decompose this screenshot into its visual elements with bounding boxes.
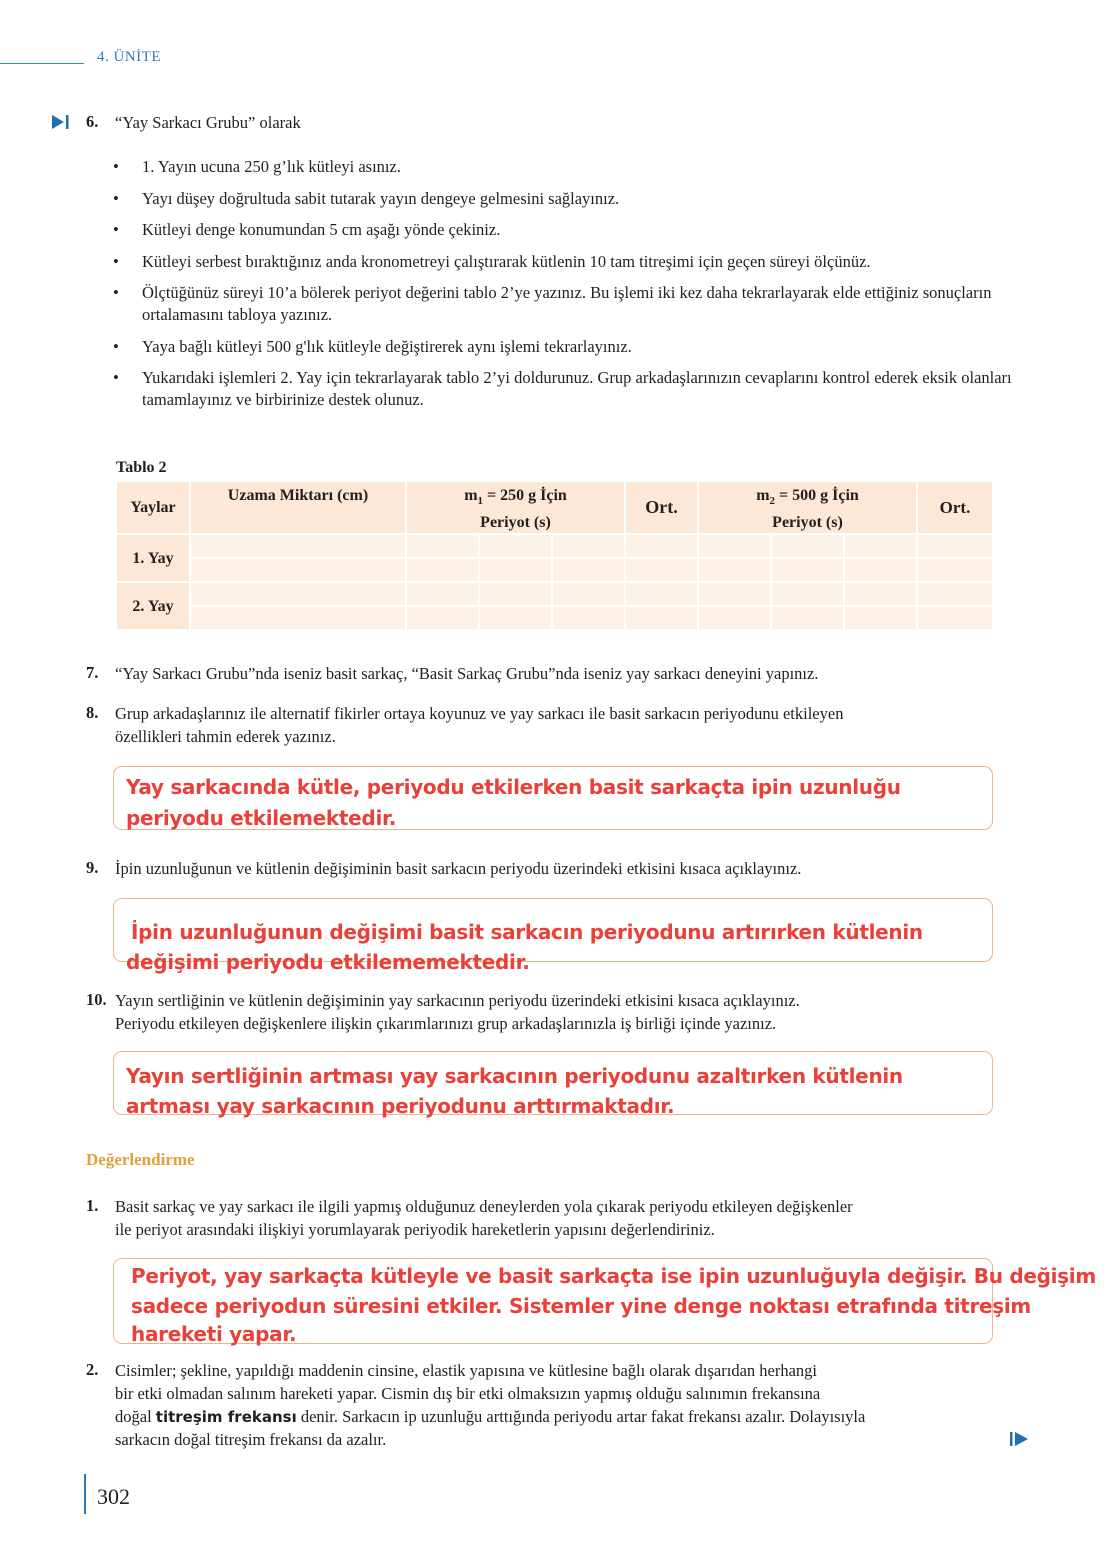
q10-answer-line2: artması yay sarkacının periyodunu arttırmaktadır.	[126, 1094, 675, 1118]
eval2-line4: sarkacın doğal titreşim frekansı da azalır.	[115, 1430, 387, 1449]
q9-answer-line1: İpin uzunluğunun değişimi basit sarkacın periyodunu artırırken kütlenin	[131, 920, 923, 944]
q6-text: “Yay Sarkacı Grubu” olarak	[115, 113, 301, 132]
data-table	[115, 480, 994, 631]
header-period-2: Periyot (s)	[772, 514, 843, 532]
eval1-answer-line2: sadece periyodun süresini etkiler. Sistemler yine denge noktası etrafında titreşim	[131, 1294, 1031, 1318]
list-item: • Yayı düşey doğrultuda sabit tutarak yayın dengeye gelmesini sağlayınız.	[113, 188, 1013, 210]
list-item: • Yukarıdaki işlemleri 2. Yay için tekrarlayarak tablo 2’yi doldurunuz. Grup arkadaşlarınızın cevaplarını kontrol ederek eksik olanları tamamlayınız ve birbirinize destek olunuz.	[113, 367, 1013, 411]
section-title: Değerlendirme	[86, 1150, 195, 1169]
q8-line2: özellikleri tahmin ederek yazınız.	[115, 727, 336, 746]
eval2-line2: bir etki olmadan salınım hareketi yapar. Cismin dış bir etki olmaksızın yapmış olduğu salınımın frekansına	[115, 1384, 821, 1403]
eval1-line2: ile periyot arasındaki ilişkiyi yorumlayarak periyodik hareketlerin yapısını değerlendiriniz.	[115, 1220, 715, 1239]
page-number-rule	[84, 1474, 86, 1514]
table-row	[116, 582, 993, 606]
table-row	[116, 606, 993, 630]
eval1-line1: Basit sarkaç ve yay sarkacı ile ilgili yapmış olduğunuz deneylerden yola çıkarak periyodu etkileyen değişkenler	[115, 1197, 853, 1216]
q8-line1: Grup arkadaşlarınız ile alternatif fikirler ortaya koyunuz ve yay sarkacı ile basit sarkacın periyodunu etkileyen	[115, 704, 844, 723]
q9-answer-line2: değişimi periyodu etkilememektedir.	[126, 950, 530, 974]
header-ort-1: Ort.	[625, 481, 698, 534]
table-row	[116, 534, 993, 558]
list-item: • 1. Yayın ucuna 250 g’lık kütleyi asınız.	[113, 156, 1013, 178]
q8-number: 8.	[86, 703, 99, 722]
q6-number: 6.	[86, 112, 99, 131]
q10-line1: Yayın sertliğinin ve kütlenin değişiminin yay sarkacının periyodu üzerindeki etkisini kısaca açıklayınız.	[115, 991, 800, 1010]
play-icon	[52, 115, 70, 129]
list-item: • Yaya bağlı kütleyi 500 g'lık kütleyle değiştirerek aynı işlemi tekrarlayınız.	[113, 336, 1013, 358]
list-item: • Kütleyi denge konumundan 5 cm aşağı yönde çekiniz.	[113, 219, 1013, 241]
list-item: • Ölçtüğünüz süreyi 10’a bölerek periyot değerini tablo 2’ye yazınız. Bu işlemi iki kez daha tekrarlayarak elde ettiğiniz sonuçların ortalamasını tabloya yazınız.	[113, 282, 1013, 326]
q9-number: 9.	[86, 858, 99, 877]
header-uzama: Uzama Miktarı (cm)	[190, 481, 406, 534]
list-item: • Kütleyi serbest bıraktığınız anda kronometreyi çalıştırarak kütlenin 10 tam titreşimi için geçen süreyi ölçünüz.	[113, 251, 1013, 273]
header-rule	[0, 63, 84, 64]
q10-line2: Periyodu etkileyen değişkenlere ilişkin çıkarımlarınızı grup arkadaşlarınızla iş birliği içinde yazınız.	[115, 1014, 777, 1033]
eval2-line1: Cisimler; şekline, yapıldığı maddenin cinsine, elastik yapısına ve kütlesine bağlı olarak dışarıdan herhangi	[115, 1361, 817, 1380]
row-label-yay2: 2. Yay	[116, 582, 190, 630]
term-bold: titreşim frekansı	[155, 1408, 297, 1426]
eval2-number: 2.	[86, 1360, 99, 1379]
eval1-answer-line1: Periyot, yay sarkaçta kütleyle ve basit sarkaçta ise ipin uzunluğuyla değişir. Bu değişim	[131, 1264, 1096, 1288]
row-label-yay1: 1. Yay	[116, 534, 190, 582]
eval1-answer-line3: hareketi yapar.	[131, 1322, 297, 1346]
q6-bullet-list	[113, 156, 1013, 421]
header-yaylar: Yaylar	[116, 481, 190, 534]
unit-label: 4. ÜNİTE	[97, 49, 161, 65]
q9-text: İpin uzunluğunun ve kütlenin değişiminin basit sarkacın periyodu üzerindeki etkisini kısaca açıklayınız.	[115, 859, 802, 878]
eval1-number: 1.	[86, 1196, 99, 1215]
q7-number: 7.	[86, 663, 99, 682]
table-caption: Tablo 2	[116, 459, 167, 476]
eval2-line3: doğal titreşim frekansı denir. Sarkacın ip uzunluğu arttığında periyodu artar fakat frekansı azalır. Dolayısıyla	[115, 1407, 866, 1426]
header-m1: $m_1 = 250$ g İçin Periyot (s)	[406, 481, 625, 534]
q8-answer-line2: periyodu etkilemektedir.	[126, 806, 397, 830]
header-period-1: Periyot (s)	[480, 514, 551, 532]
next-page-icon	[1010, 1432, 1028, 1446]
table-row	[116, 558, 993, 582]
header-ort-2: Ort.	[917, 481, 993, 534]
q10-number: 10.	[86, 990, 107, 1009]
header-m2: $m_2 = 500$ g İçin Periyot (s)	[698, 481, 917, 534]
q8-answer-line1: Yay sarkacında kütle, periyodu etkilerken basit sarkaçta ipin uzunluğu	[126, 775, 901, 799]
q7-text: “Yay Sarkacı Grubu”nda iseniz basit sarkaç, “Basit Sarkaç Grubu”nda iseniz yay sarkacı deneyini yapınız.	[115, 664, 819, 683]
q10-answer-line1: Yayın sertliğinin artması yay sarkacının periyodunu azaltırken kütlenin	[126, 1064, 903, 1088]
page-number: 302	[97, 1484, 130, 1509]
